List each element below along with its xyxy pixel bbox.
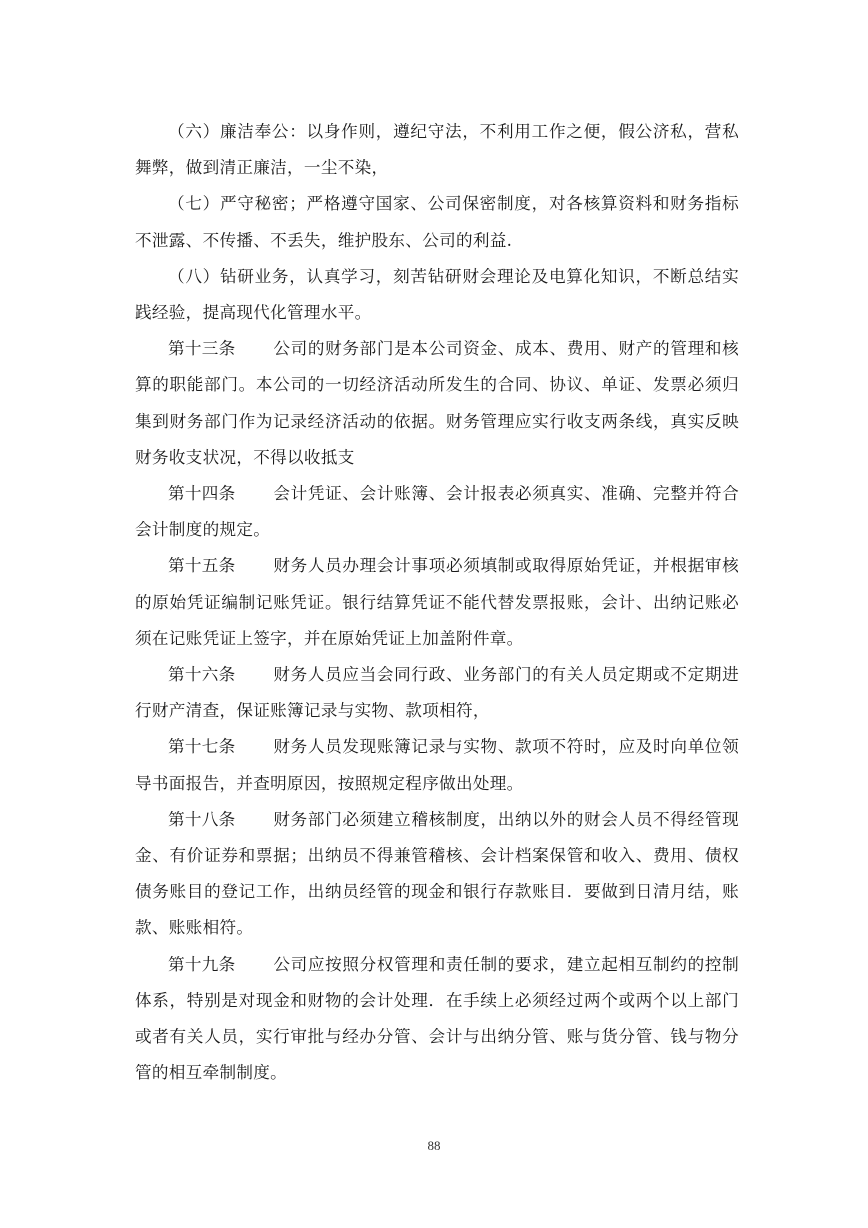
article-label: 第十九条 bbox=[168, 954, 236, 974]
paragraph-study bbox=[135, 259, 739, 331]
article-label: 第十六条 bbox=[168, 665, 236, 685]
article-19 bbox=[135, 947, 739, 1092]
article-label: 第十八条 bbox=[168, 809, 236, 829]
article-text: 财务部门必须建立稽核制度，出纳以外的财会人员不得经管现金、有价证券和票据；出纳员不得兼管稽核、会计档案保管和收入、费用、债权债务账目的登记工作，出纳员经管的现金和银行存款账目．要做到日清月结，账款、账账相符。 bbox=[135, 809, 739, 938]
article-14 bbox=[135, 476, 739, 548]
article-text: 公司的财务部门是本公司资金、成本、费用、财产的管理和核算的职能部门。本公司的一切经济活动所发生的合同、协议、单证、发票必须归集到财务部门作为记录经济活动的依据。财务管理应实行收支两条线，真实反映财务收支状况，不得以收抵支 bbox=[135, 339, 739, 467]
article-17 bbox=[135, 729, 739, 801]
article-text: 财务人员办理会计事项必须填制或取得原始凭证，并根据审核的原始凭证编制记账凭证。银行结算凭证不能代替发票报账，会计、出纳记账必须在记账凭证上签字，并在原始凭证上加盖附件章。 bbox=[135, 556, 739, 648]
paragraph-integrity bbox=[135, 114, 739, 186]
article-text: 会计凭证、会计账簿、会计报表必须真实、准确、完整并符合会计制度的规定。 bbox=[135, 484, 739, 540]
paragraph-text: （七）严守秘密；严格遵守国家、公司保密制度，对各核算资料和财务指标不泄露、不传播、不丢失，维护股东、公司的利益. bbox=[135, 194, 739, 250]
paragraph-confidentiality bbox=[135, 186, 739, 258]
article-13 bbox=[135, 331, 739, 476]
article-18 bbox=[135, 802, 739, 947]
paragraph-text: （六）廉洁奉公：以身作则，遵纪守法，不利用工作之便，假公济私，营私舞弊，做到清正廉洁，一尘不染， bbox=[135, 122, 739, 178]
article-label: 第十四条 bbox=[168, 484, 236, 504]
article-label: 第十三条 bbox=[168, 339, 236, 359]
article-15 bbox=[135, 548, 739, 657]
article-label: 第十五条 bbox=[168, 556, 236, 576]
article-text: 公司应按照分权管理和责任制的要求，建立起相互制约的控制体系，特别是对现金和财物的会计处理．在手续上必须经过两个或两个以上部门或者有关人员，实行审批与经办分管、会计与出纳分管、账与货分管、钱与物分管的相互牵制制度。 bbox=[135, 954, 739, 1083]
document-body bbox=[135, 114, 739, 1091]
article-16 bbox=[135, 657, 739, 729]
article-text: 财务人员应当会同行政、业务部门的有关人员定期或不定期进行财产清查，保证账簿记录与实物、款项相符， bbox=[135, 665, 739, 721]
paragraph-text: （八）钻研业务，认真学习，刻苦钻研财会理论及电算化知识，不断总结实践经验，提高现代化管理水平。 bbox=[135, 266, 739, 323]
page-number: 88 bbox=[427, 1138, 441, 1153]
article-text: 财务人员发现账簿记录与实物、款项不符时，应及时向单位领导书面报告，并查明原因，按照规定程序做出处理。 bbox=[135, 737, 739, 793]
article-label: 第十七条 bbox=[168, 737, 236, 757]
